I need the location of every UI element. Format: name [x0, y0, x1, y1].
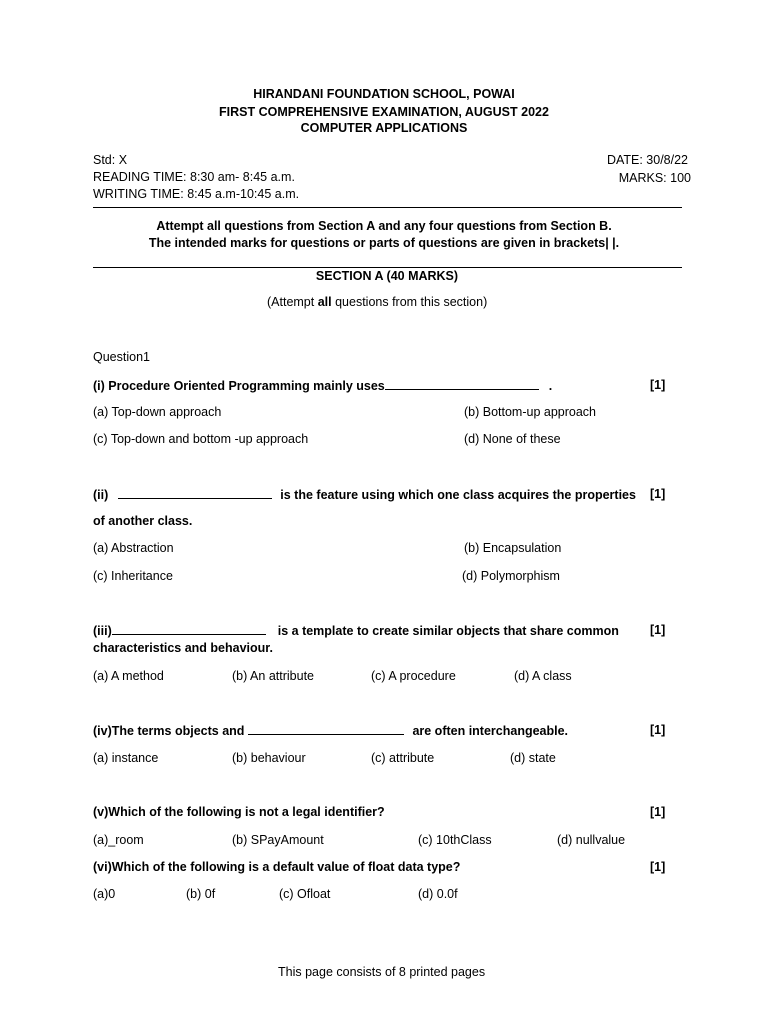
- option-a: (a)0: [93, 887, 116, 901]
- option-b: (b) An attribute: [232, 669, 314, 683]
- option-a: (a) Abstraction: [93, 541, 174, 555]
- std-label: Std: X: [93, 153, 128, 167]
- answer-blank: [112, 622, 266, 635]
- question-ii-continuation: of another class.: [93, 514, 193, 528]
- question-iii-marks: [1]: [650, 623, 666, 637]
- question-iii-stem: (iii) is a template to create similar objects that share common: [93, 624, 619, 638]
- exam-date: DATE: 30/8/22: [606, 153, 688, 167]
- option-b: (b) 0f: [186, 887, 216, 901]
- reading-time: READING TIME: 8:30 am- 8:45 a.m.: [93, 170, 295, 184]
- question-ii-stem: (ii) is the feature using which one class acquires the properties: [93, 488, 636, 502]
- page-footer: This page consists of 8 printed pages: [278, 965, 486, 979]
- question-i-stem: (i) Procedure Oriented Programming mainly uses .: [93, 379, 553, 393]
- option-d: (d) nullvalue: [557, 833, 626, 847]
- instruction-line-2: The intended marks for questions or parts of questions are given in brackets| |.: [148, 236, 620, 250]
- answer-blank: [118, 486, 272, 499]
- header-divider: [93, 207, 682, 208]
- question-iv-marks: [1]: [650, 723, 666, 737]
- option-c: (c) Ofloat: [279, 887, 331, 901]
- option-c: (c) attribute: [371, 751, 435, 765]
- answer-blank: [385, 377, 539, 390]
- option-d: (d) state: [510, 751, 556, 765]
- question-i-marks: [1]: [650, 378, 666, 392]
- question-ii-marks: [1]: [650, 487, 666, 501]
- option-b: (b) behaviour: [232, 751, 306, 765]
- question-vi-marks: [1]: [650, 860, 666, 874]
- question-vi-stem: (vi)Which of the following is a default value of float data type?: [93, 860, 461, 874]
- question-v-stem: (v)Which of the following is not a legal identifier?: [93, 805, 385, 819]
- option-b: (b) SPayAmount: [232, 833, 324, 847]
- option-a: (a) instance: [93, 751, 159, 765]
- writing-time: WRITING TIME: 8:45 a.m-10:45 a.m.: [93, 187, 300, 201]
- section-title: SECTION A (40 MARKS): [315, 269, 459, 283]
- option-a: (a) A method: [93, 669, 164, 683]
- option-b: (b) Encapsulation: [464, 541, 562, 555]
- total-marks: MARKS: 100: [618, 171, 691, 185]
- section-note: (Attempt all questions from this section): [267, 295, 488, 309]
- option-a: (a) Top-down approach: [93, 405, 222, 419]
- instruction-line-1: Attempt all questions from Section A and any four questions from Section B.: [156, 219, 612, 233]
- question-iv-stem: (iv)The terms objects and are often interchangeable.: [93, 724, 569, 738]
- answer-blank: [248, 722, 404, 735]
- question-v-marks: [1]: [650, 805, 666, 819]
- option-c: (c) A procedure: [371, 669, 456, 683]
- subject-title: COMPUTER APPLICATIONS: [300, 121, 468, 135]
- option-d: (d) A class: [514, 669, 572, 683]
- option-c: (c) Inheritance: [93, 569, 173, 583]
- option-d: (d) None of these: [464, 432, 561, 446]
- option-b: (b) Bottom-up approach: [464, 405, 597, 419]
- option-a: (a)_room: [93, 833, 144, 847]
- option-c: (c) 10thClass: [418, 833, 492, 847]
- school-name: HIRANDANI FOUNDATION SCHOOL, POWAI: [253, 87, 515, 101]
- question-iii-continuation: characteristics and behaviour.: [93, 641, 273, 655]
- option-c: (c) Top-down and bottom -up approach: [93, 432, 309, 446]
- question-label: Question1: [93, 350, 150, 364]
- option-d: (d) 0.0f: [418, 887, 458, 901]
- exam-title: FIRST COMPREHENSIVE EXAMINATION, AUGUST 2022: [219, 105, 549, 119]
- option-d: (d) Polymorphism: [462, 569, 560, 583]
